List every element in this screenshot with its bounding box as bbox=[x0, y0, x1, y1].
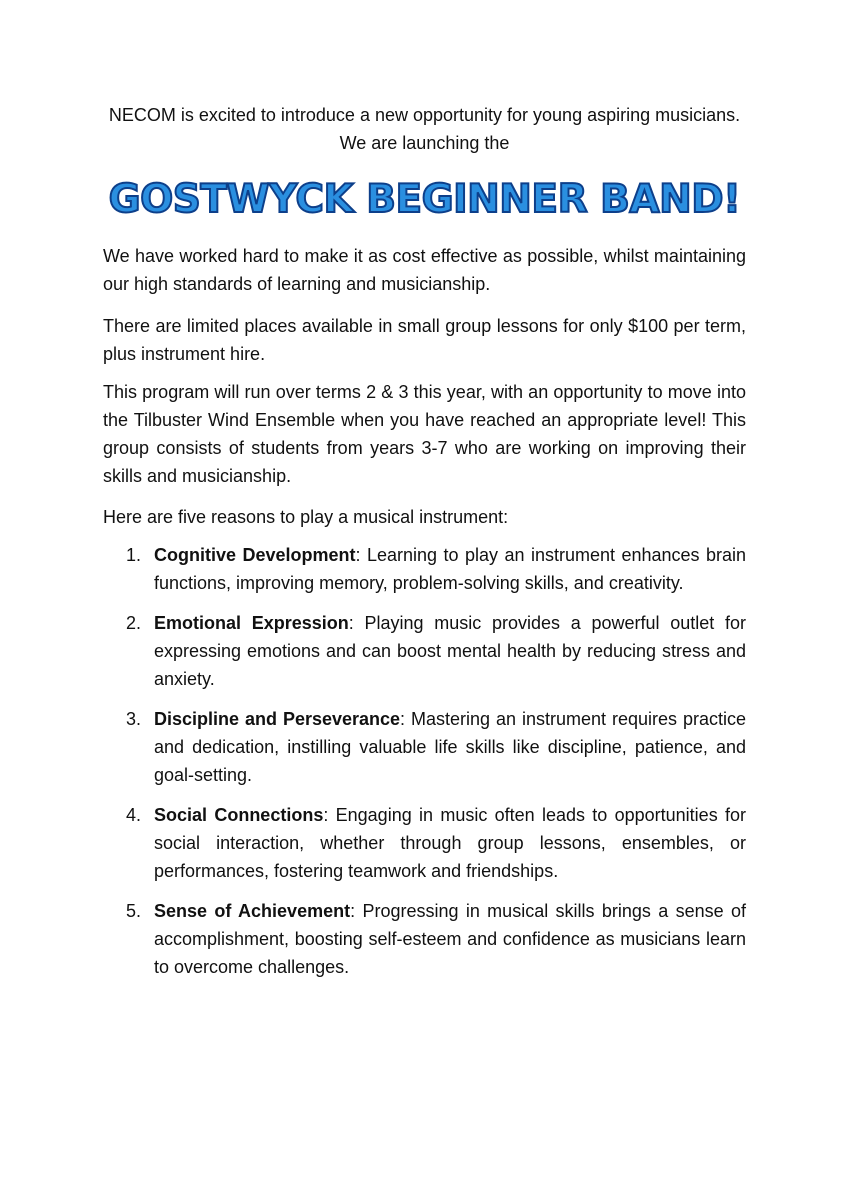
reason-term: Discipline and Perseverance bbox=[154, 709, 401, 729]
reason-term: Sense of Achievement bbox=[154, 901, 351, 921]
list-number: 1. bbox=[126, 545, 142, 565]
reason-term: Cognitive Development bbox=[154, 545, 356, 565]
band-headline: GOSTWYCK BEGINNER BAND! bbox=[108, 177, 741, 222]
reason-text: : Engaging in music often leads to opportunities for social interaction, whether through group lessons, ensembles, or performances, fostering teamwork and friendships. bbox=[154, 805, 747, 881]
reason-term: Social Connections bbox=[154, 805, 324, 825]
reasons-list bbox=[103, 541, 746, 993]
reason-text: : Playing music provides a powerful outlet for expressing emotions and can boost mental health by reducing stress and anxiety. bbox=[154, 613, 747, 689]
list-item bbox=[103, 705, 746, 789]
list-number: 4. bbox=[126, 805, 142, 825]
list-item bbox=[103, 541, 746, 597]
reason-text: : Learning to play an instrument enhances brain functions, improving memory, problem-solving skills, and creativity. bbox=[154, 545, 746, 593]
list-number: 3. bbox=[126, 709, 142, 729]
paragraph-reasons-intro: Here are five reasons to play a musical instrument: bbox=[103, 507, 509, 527]
list-item bbox=[103, 801, 746, 885]
reason-text: : Progressing in musical skills brings a sense of accomplishment, boosting self-esteem and confidence as musicians learn to overcome challenges. bbox=[154, 901, 746, 977]
paragraph-places: There are limited places available in small group lessons for only $100 per term, plus instrument hire. bbox=[103, 316, 746, 364]
paragraph-program: This program will run over terms 2 & 3 this year, with an opportunity to move into the Tilbuster Wind Ensemble when you have reached an appropriate level! This group consists of students from years 3-7 who are working on improving their skills and musicianship. bbox=[103, 382, 746, 486]
reason-text: : Mastering an instrument requires practice and dedication, instilling valuable life skills like discipline, patience, and goal-setting. bbox=[154, 709, 746, 785]
list-number: 2. bbox=[126, 613, 142, 633]
reason-term: Emotional Expression bbox=[154, 613, 349, 633]
list-item bbox=[103, 609, 746, 693]
paragraph-cost: We have worked hard to make it as cost effective as possible, whilst maintaining our high standards of learning and musicianship. bbox=[103, 246, 746, 294]
intro-text: NECOM is excited to introduce a new opportunity for young aspiring musicians. We are launching the bbox=[108, 105, 741, 153]
list-number: 5. bbox=[126, 901, 142, 921]
list-item bbox=[103, 897, 746, 981]
